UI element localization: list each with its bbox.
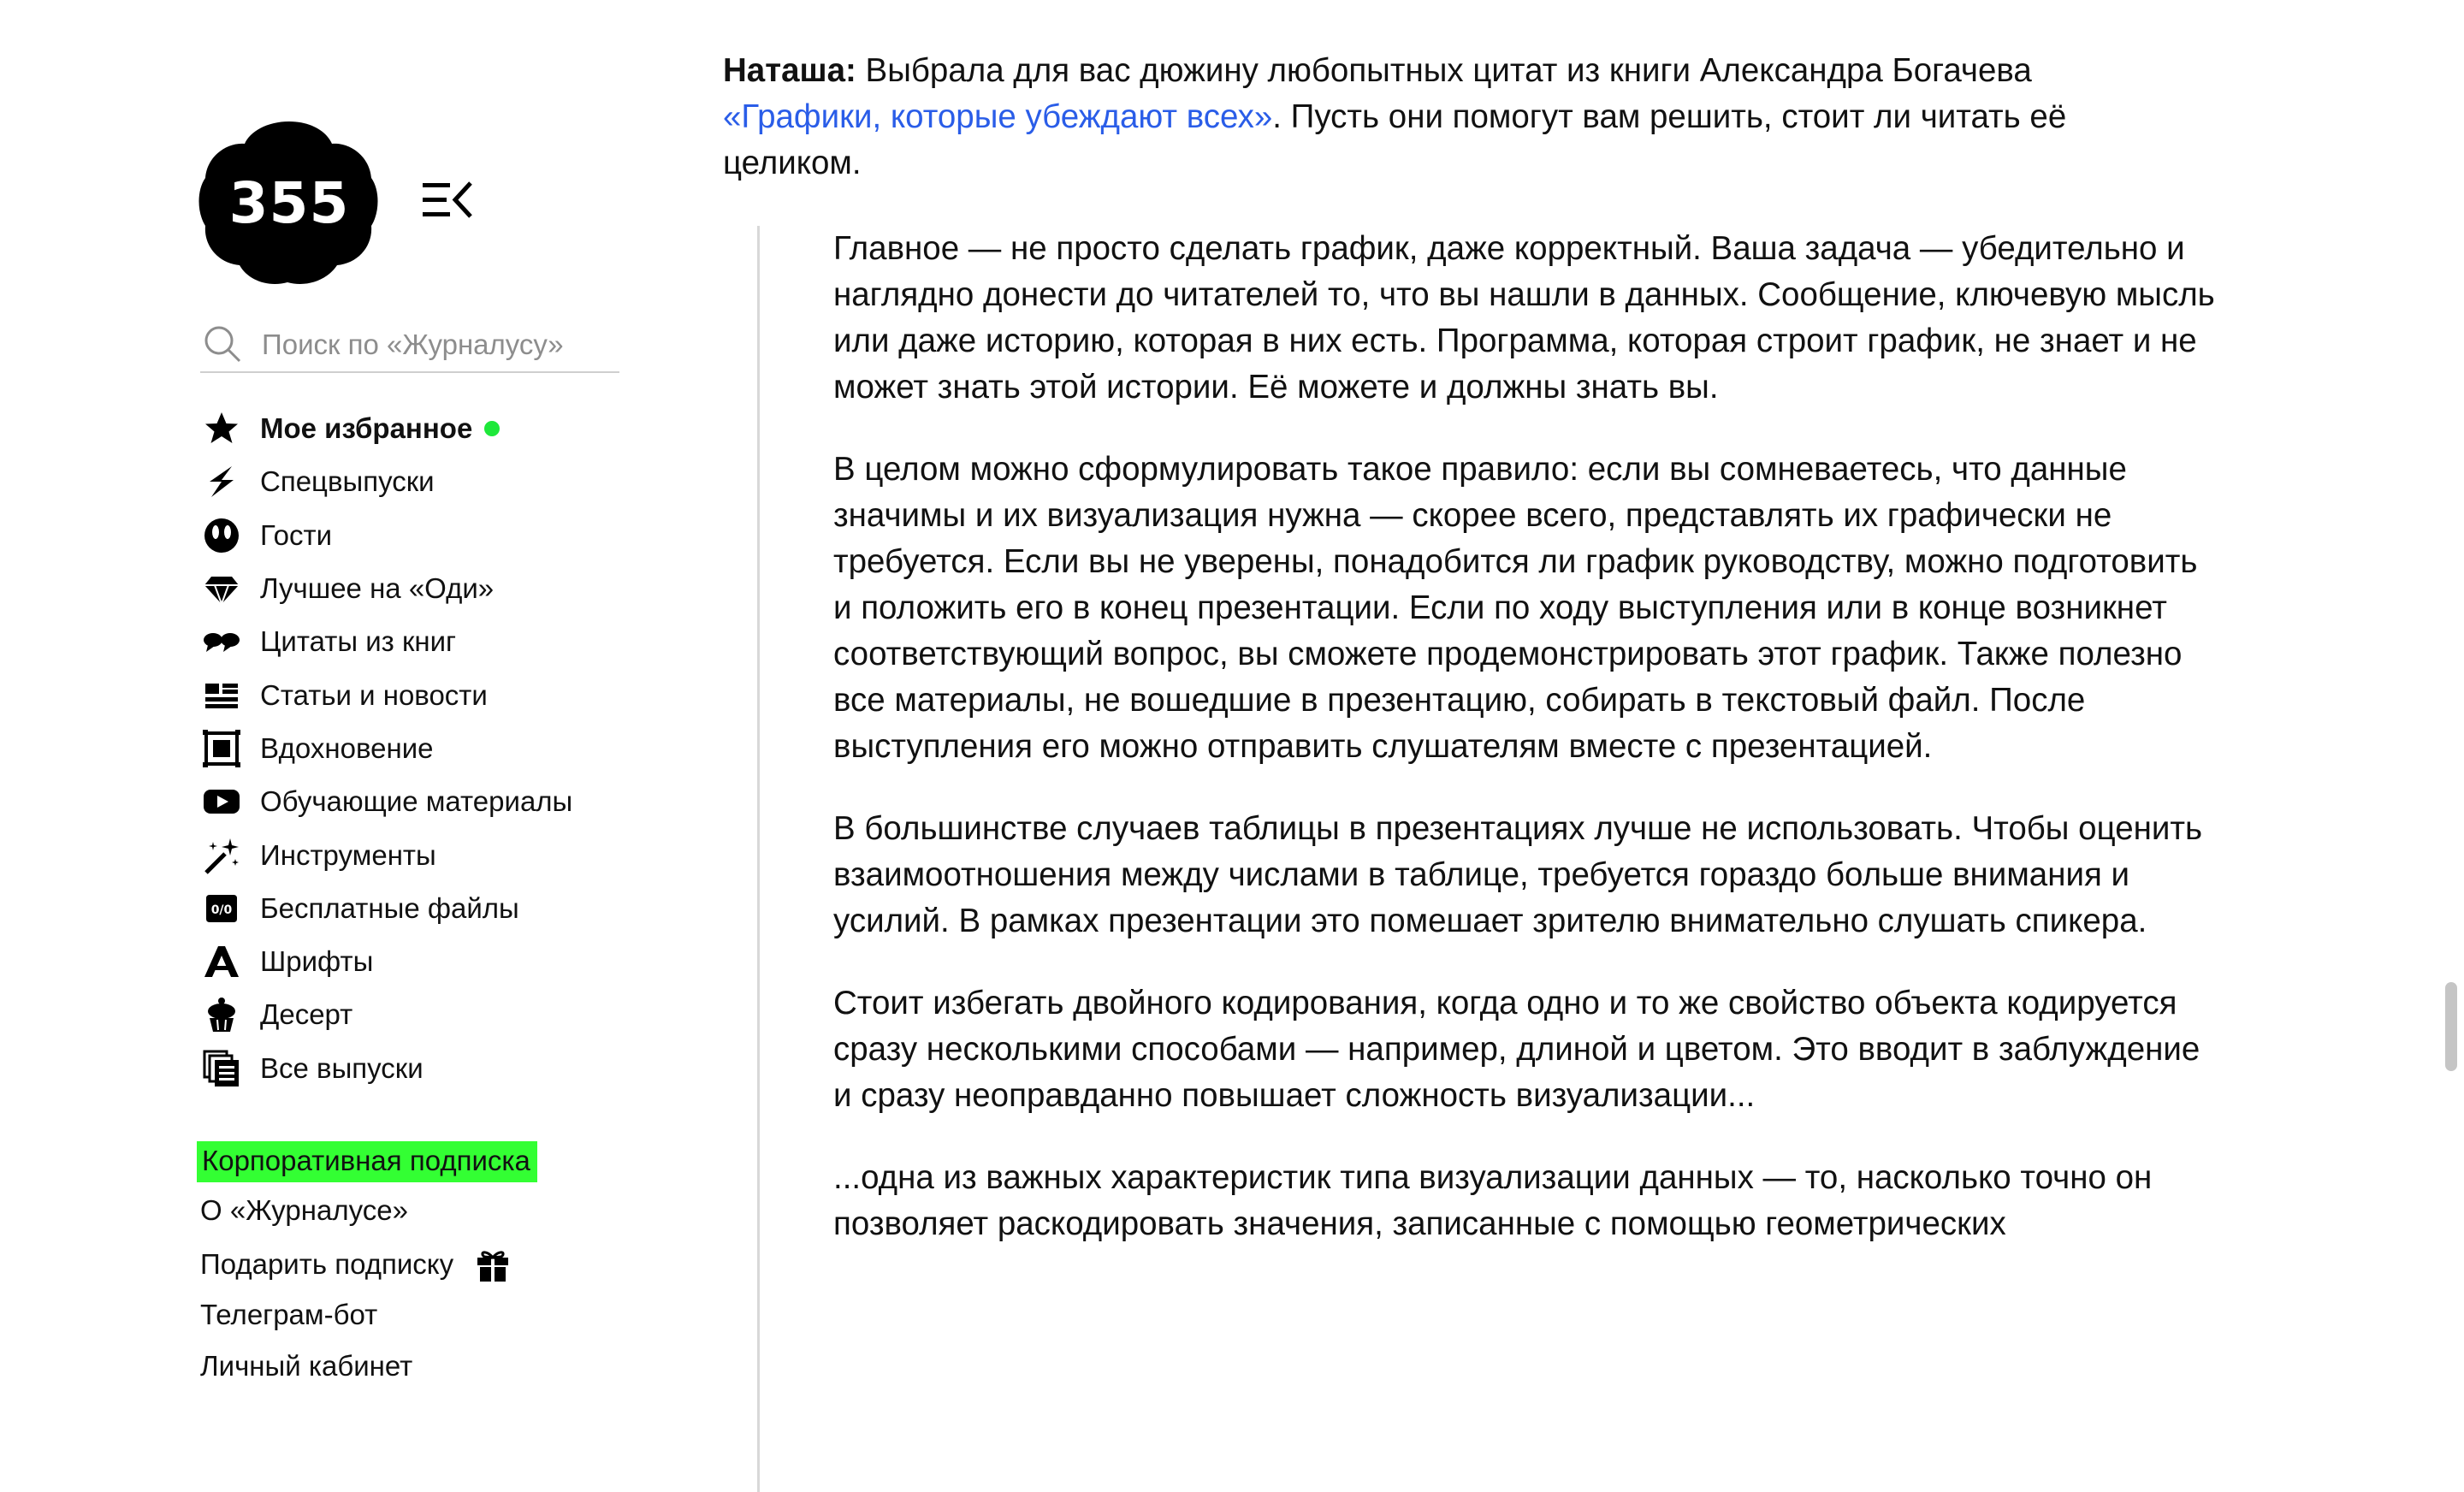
- star-icon: [200, 407, 243, 450]
- gift-subscription-label: Подарить подписку: [200, 1248, 454, 1280]
- intro-text-before: Выбрала для вас дюжину любопытных цитат из книги Александра Богачева: [856, 52, 2032, 89]
- nav-item-quotes[interactable]: [200, 615, 572, 668]
- nav-item-label: Лучшее на «Оди»: [260, 572, 495, 605]
- search-input[interactable]: [260, 325, 614, 364]
- nav-item-fonts[interactable]: [200, 935, 572, 988]
- menu-collapse-icon: [421, 176, 476, 224]
- quote-paragraph: ...одна из важных характеристик типа визуализации данных — то, насколько точно он позволяет раскодировать значения, записанные с помощью геометрических: [833, 1159, 2153, 1242]
- page-scrollbar[interactable]: [2438, 0, 2464, 1403]
- nav-item-favorites[interactable]: [200, 402, 572, 455]
- nav-item-guests[interactable]: [200, 509, 572, 562]
- corporate-subscription-link[interactable]: Корпоративная подписка: [197, 1141, 537, 1182]
- nav-item-label: Цитаты из книг: [260, 625, 457, 658]
- articles-icon: [200, 674, 243, 717]
- cupcake-icon: [200, 993, 243, 1036]
- sidebar-nav: [200, 402, 572, 1095]
- magic-wand-icon: [200, 834, 243, 877]
- article: [723, 48, 2215, 1242]
- stack-icon: [200, 1047, 243, 1090]
- logo[interactable]: [198, 118, 380, 287]
- about-link[interactable]: О «Журналусе»: [200, 1194, 408, 1226]
- search-bar: [200, 318, 619, 373]
- quote-paragraph: Стоит избегать двойного кодирования, когда одно и то же свойство объекта кодируется сразу несколькими способами — например, длиной и цветом. Это вводит в заблуждение и сразу неоправданно повышает сложность визуализации...: [833, 985, 2200, 1114]
- nav-item-label: Обучающие материалы: [260, 785, 573, 818]
- video-play-icon: [200, 780, 243, 823]
- status-dot: [484, 421, 500, 436]
- nav-item-label: Спецвыпуски: [260, 465, 435, 498]
- nav-item-articles[interactable]: [200, 668, 572, 721]
- sidebar-links: [197, 1141, 537, 1382]
- quote-paragraph: В большинстве случаев таблицы в презентациях лучше не использовать. Чтобы оценить взаимоотношения между числами в таблице, требуется гораздо больше внимания и усилий. В рамках презентации это помешает зрителю внимательно слушать спикера.: [833, 810, 2203, 939]
- frame-icon: [200, 727, 243, 770]
- gift-icon: [474, 1246, 512, 1283]
- gift-subscription-link[interactable]: [200, 1246, 512, 1283]
- nav-item-dessert[interactable]: [200, 988, 572, 1041]
- nav-item-label: Все выпуски: [260, 1051, 424, 1084]
- nav-item-best[interactable]: [200, 562, 572, 615]
- article-intro: [723, 48, 2194, 186]
- nav-item-label: Статьи и новости: [260, 678, 488, 711]
- nav-item-all-issues[interactable]: [200, 1042, 572, 1095]
- book-link[interactable]: «Графики, которые убеждают всех»: [723, 98, 1273, 135]
- quote-paragraph: Главное — не просто сделать график, даже корректный. Ваша задача — убедительно и наглядно донести до читателей то, что вы нашли в данных. Сообщение, ключевую мысль или даже историю, которая в них есть. Программа, которая строит график, не знает и не может знать этой истории. Её можете и должны знать вы.: [833, 230, 2215, 406]
- menu-collapse-button[interactable]: [421, 176, 476, 224]
- nav-item-label: Десерт: [260, 998, 353, 1031]
- svg-text:0/0: 0/0: [210, 903, 233, 917]
- smiley-icon: [200, 514, 243, 557]
- quote-paragraph: В целом можно сформулировать такое правило: если вы сомневаетесь, что данные значимы и их визуализация нужна — скорее всего, представлять их графически не требуется. Если вы не уверены, понадобится ли график руководству, можно подготовить и положить его в конец презентации. Если по ходу выступления или в конце возникнет соответствующий вопрос, вы сможете продемонстрировать этот график. Также полезно все материалы, не вошедшие в презентацию, собирать в текстовый файл. После выступления его можно отправить слушателям вместе с презентацией.: [833, 451, 2198, 765]
- nav-item-label: Мое избранное: [260, 412, 473, 445]
- nav-item-tutorials[interactable]: [200, 775, 572, 828]
- nav-item-inspiration[interactable]: [200, 722, 572, 775]
- nav-item-free-files[interactable]: [200, 882, 572, 935]
- account-link[interactable]: Личный кабинет: [200, 1350, 413, 1382]
- nav-item-tools[interactable]: [200, 828, 572, 881]
- nav-item-special[interactable]: [200, 455, 572, 508]
- nav-item-label: Шрифты: [260, 945, 374, 978]
- book-quote-block: [757, 226, 2254, 1492]
- nav-item-label: Бесплатные файлы: [260, 891, 519, 924]
- diamond-icon: [200, 567, 243, 610]
- search-icon[interactable]: [202, 323, 243, 364]
- telegram-bot-link[interactable]: Телеграм-бот: [200, 1299, 378, 1330]
- lightning-icon: [200, 460, 243, 503]
- logo-number: 355: [228, 169, 350, 236]
- author-name: Наташа:: [723, 52, 856, 89]
- quote-icon: [200, 620, 243, 663]
- nav-item-label: Гости: [260, 518, 333, 551]
- font-icon: [200, 940, 243, 983]
- nav-item-label: Вдохновение: [260, 731, 434, 764]
- intro-text-after: . Пусть они помогут вам решить, стоит ли читать её целиком.: [723, 98, 2067, 181]
- free-files-icon: [200, 887, 243, 930]
- nav-item-label: Инструменты: [260, 838, 436, 871]
- scrollbar-thumb[interactable]: [2445, 982, 2457, 1071]
